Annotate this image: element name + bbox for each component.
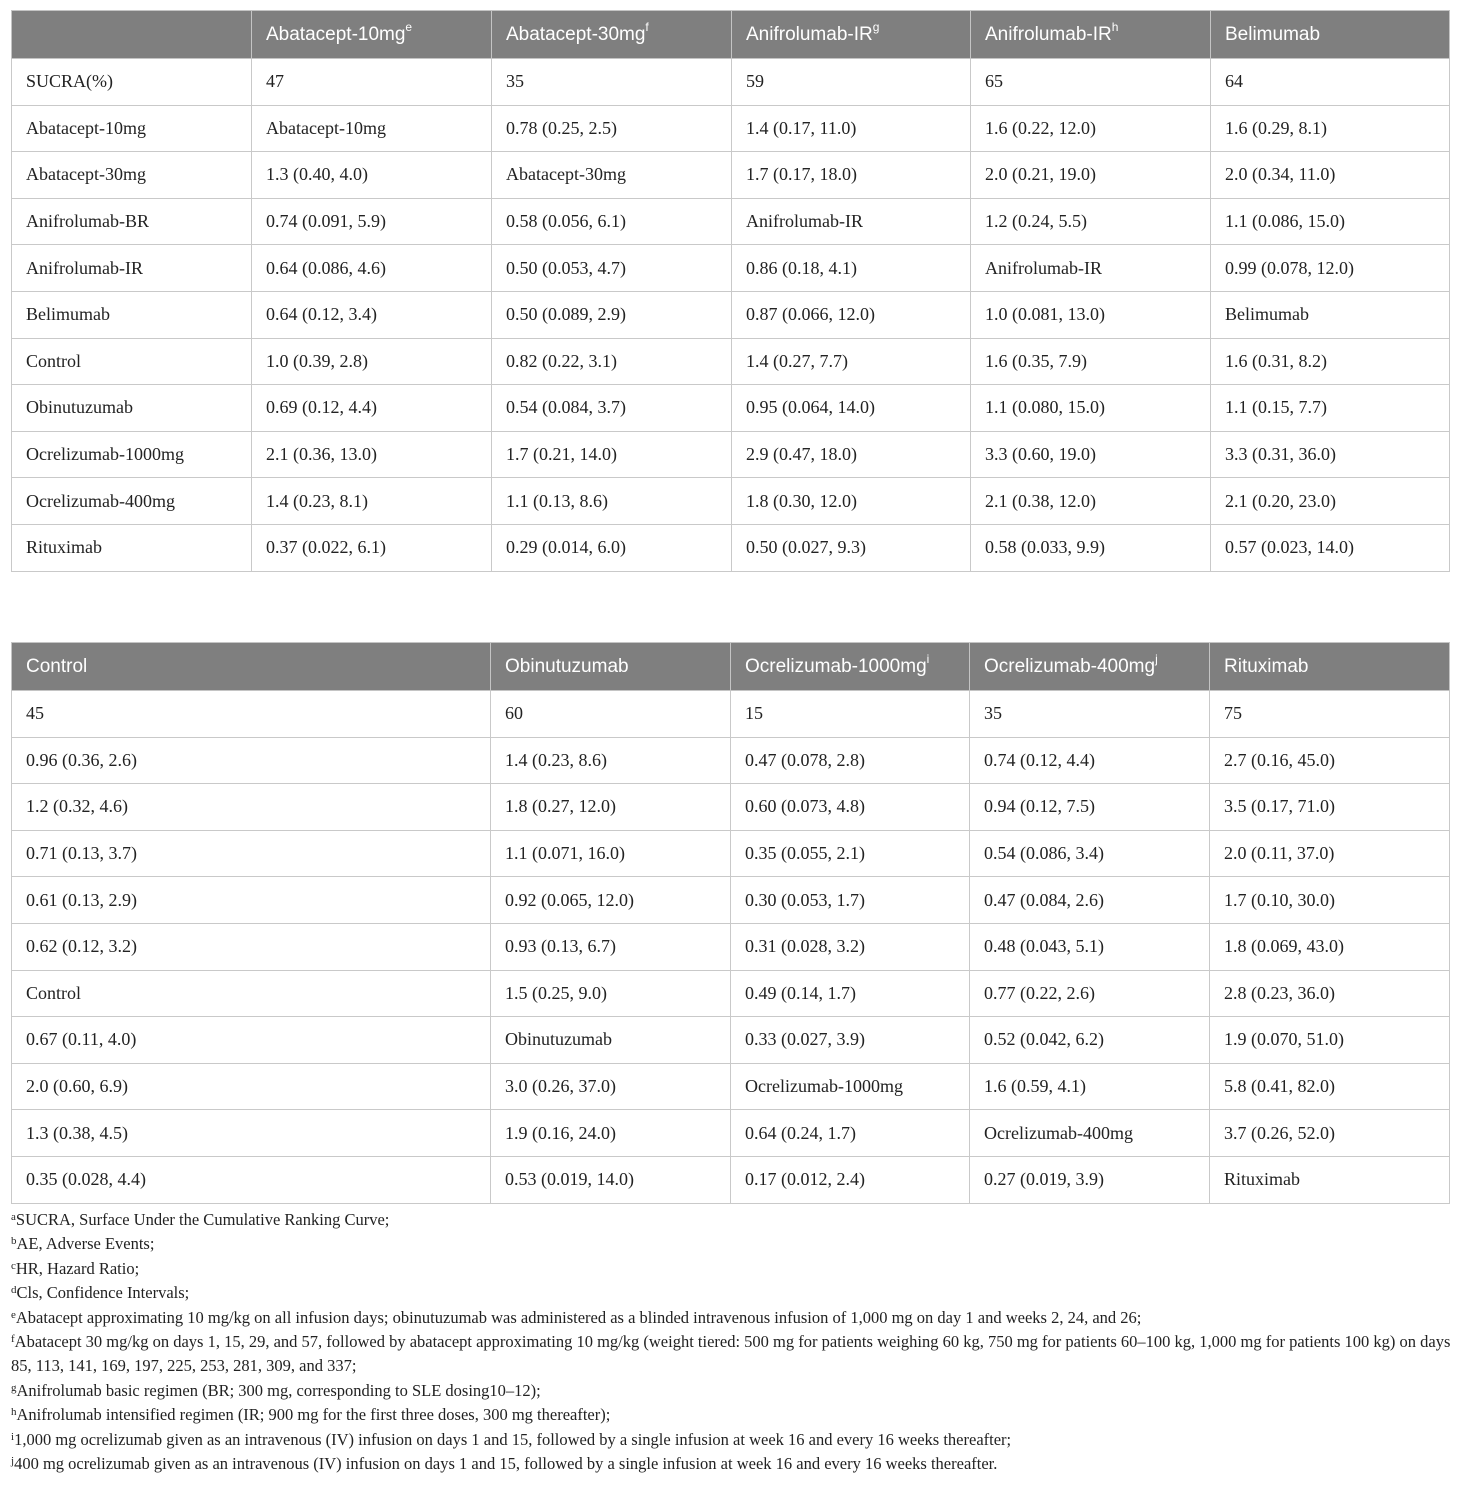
table-cell: 59 [732, 59, 971, 106]
table-cell: 0.96 (0.36, 2.6) [12, 737, 491, 784]
table-cell: Anifrolumab-BR [12, 198, 252, 245]
table-cell: 0.77 (0.22, 2.6) [970, 970, 1210, 1017]
footnote-marker: h [11, 1406, 17, 1419]
table-cell: Belimumab [12, 291, 252, 338]
table-cell: 0.86 (0.18, 4.1) [732, 245, 971, 292]
table-row [12, 877, 1450, 924]
table-cell: 0.52 (0.042, 6.2) [970, 1017, 1210, 1064]
table-cell: 0.67 (0.11, 4.0) [12, 1017, 491, 1064]
table-cell: Ocrelizumab-1000mg [731, 1063, 970, 1110]
table-cell: 1.1 (0.071, 16.0) [491, 830, 731, 877]
table-cell: 0.94 (0.12, 7.5) [970, 784, 1210, 831]
table-row [12, 1063, 1450, 1110]
table-cell: 0.64 (0.24, 1.7) [731, 1110, 970, 1157]
column-header [970, 643, 1210, 691]
footnote-text: HR, Hazard Ratio; [15, 1258, 140, 1278]
table-row [12, 1017, 1450, 1064]
footnote [11, 1306, 1451, 1330]
footnote-marker: i [926, 651, 930, 666]
table-cell: 35 [970, 691, 1210, 738]
table-cell: 0.30 (0.053, 1.7) [731, 877, 970, 924]
column-header-label: Ocrelizumab-400mg [984, 655, 1156, 677]
table-cell: 0.54 (0.086, 3.4) [970, 830, 1210, 877]
table-cell: 35 [492, 59, 732, 106]
table-cell: 0.35 (0.028, 4.4) [12, 1156, 491, 1203]
table-cell: 0.29 (0.014, 6.0) [492, 524, 732, 571]
table-cell: 0.58 (0.033, 9.9) [971, 524, 1211, 571]
table-row [12, 784, 1450, 831]
table-cell: 0.50 (0.053, 4.7) [492, 245, 732, 292]
table-cell: 1.6 (0.29, 8.1) [1211, 105, 1450, 152]
table-row [12, 830, 1450, 877]
table-cell: 2.1 (0.36, 13.0) [252, 431, 492, 478]
column-header [731, 643, 970, 691]
table-cell: 0.71 (0.13, 3.7) [12, 830, 491, 877]
table-cell: 1.7 (0.17, 18.0) [732, 152, 971, 199]
table-cell: 0.78 (0.25, 2.5) [492, 105, 732, 152]
table-cell: 1.6 (0.59, 4.1) [970, 1063, 1210, 1110]
footnote-text: 400 mg ocrelizumab given as an intravenous (IV) infusion on days 1 and 15, followed by a single infusion at week 16 and every 16 weeks thereafter. [14, 1454, 998, 1474]
table-cell: 0.50 (0.089, 2.9) [492, 291, 732, 338]
column-header-label: Abatacept-30mg [506, 23, 646, 45]
table-cell: 0.69 (0.12, 4.4) [252, 385, 492, 432]
column-header [252, 11, 492, 59]
table-row [12, 970, 1450, 1017]
column-header [12, 643, 491, 691]
table-cell: Control [12, 970, 491, 1017]
table-cell: 0.74 (0.091, 5.9) [252, 198, 492, 245]
table-cell: 1.6 (0.22, 12.0) [971, 105, 1211, 152]
table-cell: 3.7 (0.26, 52.0) [1210, 1110, 1450, 1157]
table-cell: 2.8 (0.23, 36.0) [1210, 970, 1450, 1017]
table-cell: 1.2 (0.24, 5.5) [971, 198, 1211, 245]
column-header [971, 11, 1211, 59]
table-cell: 47 [252, 59, 492, 106]
footnote [11, 1403, 1451, 1427]
column-header [732, 11, 971, 59]
table-cell: Ocrelizumab-400mg [970, 1110, 1210, 1157]
footnote [11, 1428, 1451, 1452]
table-cell: 0.54 (0.084, 3.7) [492, 385, 732, 432]
table-cell: 0.35 (0.055, 2.1) [731, 830, 970, 877]
table-cell: 45 [12, 691, 491, 738]
table-cell: 1.1 (0.080, 15.0) [971, 385, 1211, 432]
footnote-marker: h [1111, 19, 1119, 34]
table-cell: 1.1 (0.13, 8.6) [492, 478, 732, 525]
table-cell: Ocrelizumab-1000mg [12, 431, 252, 478]
footnote-marker: g [872, 19, 880, 34]
table-cell: 0.87 (0.066, 12.0) [732, 291, 971, 338]
footnote-marker: i [11, 1430, 15, 1443]
column-header [492, 11, 732, 59]
table-cell: 0.37 (0.022, 6.1) [252, 524, 492, 571]
footnote-marker: f [645, 19, 649, 34]
table-cell: 1.4 (0.23, 8.1) [252, 478, 492, 525]
table-cell: 1.1 (0.086, 15.0) [1211, 198, 1450, 245]
table-cell: 0.95 (0.064, 14.0) [732, 385, 971, 432]
table-cell: Obinutuzumab [491, 1017, 731, 1064]
footnote-text: Anifrolumab intensified regimen (IR; 900 mg for the first three doses, 300 mg thereafter); [16, 1405, 611, 1425]
footnote-marker: e [11, 1308, 16, 1321]
table-cell: 0.33 (0.027, 3.9) [731, 1017, 970, 1064]
table-cell: 1.4 (0.23, 8.6) [491, 737, 731, 784]
footnote [11, 1330, 1451, 1379]
table-cell: 1.2 (0.32, 4.6) [12, 784, 491, 831]
table-cell: Rituximab [12, 524, 252, 571]
table-cell: 0.57 (0.023, 14.0) [1211, 524, 1450, 571]
table-cell: 3.3 (0.60, 19.0) [971, 431, 1211, 478]
table-cell: 0.99 (0.078, 12.0) [1211, 245, 1450, 292]
table-cell: Abatacept-10mg [12, 105, 252, 152]
table-row [12, 524, 1450, 571]
table-cell: 2.9 (0.47, 18.0) [732, 431, 971, 478]
footnote-marker: c [11, 1259, 16, 1272]
column-header-label: Ocrelizumab-1000mg [745, 655, 927, 677]
footnote [11, 1257, 1451, 1281]
column-header [1211, 11, 1450, 59]
table-cell: 3.0 (0.26, 37.0) [491, 1063, 731, 1110]
table-cell: 0.50 (0.027, 9.3) [732, 524, 971, 571]
footnote [11, 1232, 1451, 1256]
table-cell: 0.17 (0.012, 2.4) [731, 1156, 970, 1203]
table-cell: 3.5 (0.17, 71.0) [1210, 784, 1450, 831]
table-cell: Obinutuzumab [12, 385, 252, 432]
table-row [12, 59, 1450, 106]
table-cell: 1.0 (0.081, 13.0) [971, 291, 1211, 338]
table-cell: 0.93 (0.13, 6.7) [491, 923, 731, 970]
league-table-part-1 [11, 10, 1450, 572]
table-cell: 1.1 (0.15, 7.7) [1211, 385, 1450, 432]
table-cell: Abatacept-10mg [252, 105, 492, 152]
table-cell: 1.8 (0.069, 43.0) [1210, 923, 1450, 970]
table-row [12, 198, 1450, 245]
table-cell: 1.3 (0.40, 4.0) [252, 152, 492, 199]
table-row [12, 385, 1450, 432]
footnote-text: Abatacept approximating 10 mg/kg on all infusion days; obinutuzumab was administered as a blinded intravenous infusion of 1,000 mg on day 1 and weeks 2, 24, and 26; [15, 1307, 1142, 1327]
table-cell: Control [12, 338, 252, 385]
table-header [12, 11, 1450, 59]
table-row [12, 152, 1450, 199]
table-row [12, 691, 1450, 738]
table-cell: 0.64 (0.12, 3.4) [252, 291, 492, 338]
footnotes [11, 1208, 1451, 1476]
column-header-label: Anifrolumab-IR [985, 23, 1112, 45]
table-cell: 64 [1211, 59, 1450, 106]
table-cell: 0.27 (0.019, 3.9) [970, 1156, 1210, 1203]
table-cell: 0.49 (0.14, 1.7) [731, 970, 970, 1017]
table-cell: Ocrelizumab-400mg [12, 478, 252, 525]
footnote [11, 1452, 1451, 1476]
column-header [1210, 643, 1450, 691]
table-cell: 2.0 (0.34, 11.0) [1211, 152, 1450, 199]
column-header-label: Anifrolumab-IR [746, 23, 873, 45]
column-header [491, 643, 731, 691]
table-row [12, 1110, 1450, 1157]
table-cell: 0.58 (0.056, 6.1) [492, 198, 732, 245]
table-cell: 2.0 (0.11, 37.0) [1210, 830, 1450, 877]
table-cell: Abatacept-30mg [492, 152, 732, 199]
table-cell: 1.3 (0.38, 4.5) [12, 1110, 491, 1157]
header-row [12, 643, 1450, 691]
footnote-marker: d [11, 1284, 17, 1297]
table-cell: SUCRA(%) [12, 59, 252, 106]
table-cell: 1.5 (0.25, 9.0) [491, 970, 731, 1017]
table-row [12, 105, 1450, 152]
table-cell: Belimumab [1211, 291, 1450, 338]
column-header-label: Abatacept-10mg [266, 23, 406, 45]
table-cell: 0.64 (0.086, 4.6) [252, 245, 492, 292]
table-cell: 1.9 (0.16, 24.0) [491, 1110, 731, 1157]
table-cell: 0.74 (0.12, 4.4) [970, 737, 1210, 784]
table-cell: 2.1 (0.20, 23.0) [1211, 478, 1450, 525]
footnote [11, 1379, 1451, 1403]
footnote-text: Abatacept 30 mg/kg on days 1, 15, 29, and 57, followed by abatacept approximating 10 mg/kg (weight tiered: 500 mg for patients weighing 60 kg, 750 mg for patients 60–100 kg, 1,000 mg for patients 100 kg) on days 85, 113, 141, 169, 197, 225, 253, 281, 309, and 337; [11, 1332, 1451, 1376]
table-cell: 15 [731, 691, 970, 738]
table-cell: 3.3 (0.31, 36.0) [1211, 431, 1450, 478]
table-row [12, 431, 1450, 478]
column-header [12, 11, 252, 59]
table-cell: Rituximab [1210, 1156, 1450, 1203]
footnote-marker: e [405, 19, 413, 34]
footnote-marker: j [1155, 651, 1158, 666]
table-cell: Anifrolumab-IR [971, 245, 1211, 292]
table-cell: 2.7 (0.16, 45.0) [1210, 737, 1450, 784]
table-cell: 60 [491, 691, 731, 738]
table-cell: Anifrolumab-IR [732, 198, 971, 245]
footnote-text: 1,000 mg ocrelizumab given as an intravenous (IV) infusion on days 1 and 15, followed by a single infusion at week 16 and every 16 weeks thereafter; [14, 1429, 1012, 1449]
table-cell: 0.62 (0.12, 3.2) [12, 923, 491, 970]
header-row [12, 11, 1450, 59]
table-cell: Anifrolumab-IR [12, 245, 252, 292]
table-body [12, 691, 1450, 1204]
table-row [12, 1156, 1450, 1203]
table-cell: 2.0 (0.60, 6.9) [12, 1063, 491, 1110]
table-cell: 1.9 (0.070, 51.0) [1210, 1017, 1450, 1064]
table-cell: 0.60 (0.073, 4.8) [731, 784, 970, 831]
table-cell: Abatacept-30mg [12, 152, 252, 199]
column-header-label: Rituximab [1224, 655, 1309, 677]
league-table-part-2 [11, 642, 1450, 1204]
table-cell: 1.8 (0.27, 12.0) [491, 784, 731, 831]
table-row [12, 737, 1450, 784]
table-cell: 1.4 (0.17, 11.0) [732, 105, 971, 152]
table-header [12, 643, 1450, 691]
footnote [11, 1281, 1451, 1305]
table-cell: 2.0 (0.21, 19.0) [971, 152, 1211, 199]
table-cell: 1.7 (0.21, 14.0) [492, 431, 732, 478]
table-cell: 1.4 (0.27, 7.7) [732, 338, 971, 385]
footnote-marker: g [11, 1381, 17, 1394]
table-cell: 1.6 (0.35, 7.9) [971, 338, 1211, 385]
table-cell: 0.31 (0.028, 3.2) [731, 923, 970, 970]
table-row [12, 478, 1450, 525]
table-cell: 0.48 (0.043, 5.1) [970, 923, 1210, 970]
column-header-label: Belimumab [1225, 23, 1321, 45]
footnote-text: SUCRA, Surface Under the Cumulative Ranking Curve; [15, 1210, 390, 1229]
table-cell: 1.6 (0.31, 8.2) [1211, 338, 1450, 385]
footnote-text: Cls, Confidence Intervals; [16, 1283, 190, 1303]
table-row [12, 923, 1450, 970]
table-cell: 75 [1210, 691, 1450, 738]
table-cell: 0.92 (0.065, 12.0) [491, 877, 731, 924]
table-body [12, 59, 1450, 572]
table-row [12, 338, 1450, 385]
table-cell: 0.61 (0.13, 2.9) [12, 877, 491, 924]
footnote-marker: b [11, 1235, 17, 1248]
table-cell: 1.0 (0.39, 2.8) [252, 338, 492, 385]
footnote-marker: a [11, 1211, 16, 1223]
footnote-text: AE, Adverse Events; [16, 1234, 155, 1254]
footnote-marker: j [11, 1455, 15, 1468]
table-cell: 1.7 (0.10, 30.0) [1210, 877, 1450, 924]
table-cell: 5.8 (0.41, 82.0) [1210, 1063, 1450, 1110]
footnote-text: Anifrolumab basic regimen (BR; 300 mg, corresponding to SLE dosing10–12); [16, 1380, 541, 1400]
table-cell: 0.53 (0.019, 14.0) [491, 1156, 731, 1203]
footnote [11, 1208, 1451, 1232]
table-row [12, 291, 1450, 338]
table-cell: 2.1 (0.38, 12.0) [971, 478, 1211, 525]
table-row [12, 245, 1450, 292]
table-cell: 0.47 (0.078, 2.8) [731, 737, 970, 784]
table-cell: 65 [971, 59, 1211, 106]
column-header-label: Obinutuzumab [505, 655, 629, 677]
footnote-marker: f [11, 1333, 15, 1346]
table-cell: 1.8 (0.30, 12.0) [732, 478, 971, 525]
table-cell: 0.82 (0.22, 3.1) [492, 338, 732, 385]
table-cell: 0.47 (0.084, 2.6) [970, 877, 1210, 924]
column-header-label: Control [26, 655, 88, 677]
